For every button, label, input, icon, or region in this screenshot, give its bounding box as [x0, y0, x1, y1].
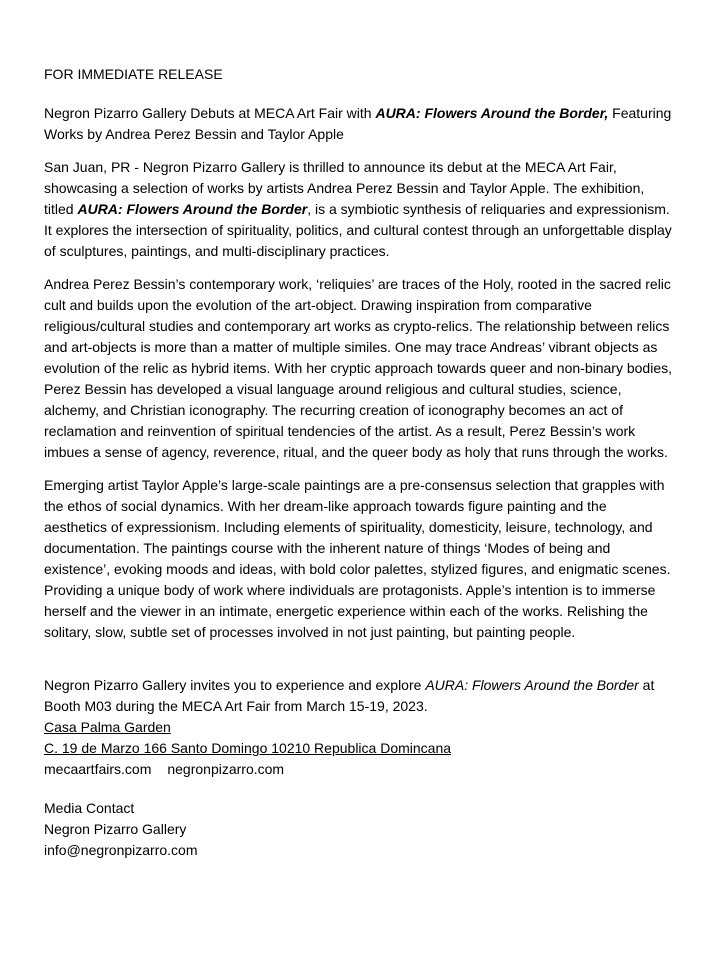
- invitation-lead: Negron Pizarro Gallery invites you to experience and explore: [44, 677, 426, 693]
- intro-lead: San Juan, PR - Negron Pizarro Gallery is thrilled to announce its debut at the MECA Art Fair, showcasing a selection of works by artists Andrea Perez Bessin and Taylor Apple. The exhibition, titled: [44, 159, 645, 217]
- intro-paragraph: [44, 157, 672, 262]
- website-negronpizarro: negronpizarro.com: [167, 761, 285, 777]
- media-contact-email: info@negronpizarro.com: [44, 842, 198, 858]
- invitation-tail: at Booth M03 during the MECA Art Fair from March 15-19, 2023.: [44, 677, 655, 714]
- media-contact-heading: Media Contact: [44, 800, 135, 816]
- venue-link[interactable]: Casa Palma Garden: [44, 719, 171, 735]
- apple-paragraph: Emerging artist Taylor Apple’s large-scale paintings are a pre-consensus selection that grapples with the ethos of social dynamics. With her dream-like approach towards figure painting and the aesthetics of expressionism. Including elements of spirituality, domesticity, leisure, technology, and documentation. The paintings course with the inherent nature of things ‘Modes of being and existence’, evoking moods and ideas, with bold color palettes, stylized figures, and enigmatic scenes. Providing a unique body of work where individuals are protagonists. Apple’s intention is to immerse herself and the viewer in an intimate, energetic experience within each of the works. Relishing the solitary, slow, subtle set of processes involved in not just painting, but painting people.: [44, 477, 671, 640]
- media-contact-block: [44, 798, 672, 861]
- websites-line: [44, 759, 672, 780]
- invitation-exhibition-title: AURA: Flowers Around the Border: [425, 677, 639, 693]
- headline-lead: Negron Pizarro Gallery Debuts at MECA Art Fair with: [44, 105, 376, 121]
- intro-tail: , is a symbiotic synthesis of reliquaries and expressionism. It explores the intersection of spirituality, politics, and cultural contest through an unforgettable display of sculptures, paintings, and multi-disciplinary practices.: [44, 201, 672, 259]
- media-contact-org: Negron Pizarro Gallery: [44, 821, 187, 837]
- headline: [44, 103, 672, 145]
- bessin-paragraph: Andrea Perez Bessin’s contemporary work, ‘reliquies’ are traces of the Holy, rooted in the sacred relic cult and builds upon the evolution of the art-object. Drawing inspiration from comparative religious/cultural studies and contemporary art works as crypto-relics. The relationship between relics and art-objects is more than a matter of multiple similes. One may trace Andreas’ vibrant objects as evolution of the relic as hybrid items. With her cryptic approach towards queer and non-binary bodies, Perez Bessin has developed a visual language around religious and cultural studies, science, alchemy, and Christian iconography. The recurring creation of iconography becomes an act of reclamation and reinvention of spiritual tendencies of the artist. As a result, Perez Bessin’s work imbues a sense of agency, reverence, ritual, and the queer body as holy that runs through the works.: [44, 276, 672, 460]
- intro-exhibition-title: AURA: Flowers Around the Border: [77, 201, 308, 217]
- invitation-paragraph: [44, 675, 672, 717]
- release-statement: FOR IMMEDIATE RELEASE: [44, 66, 223, 82]
- headline-tail: Featuring Works by Andrea Perez Bessin and Taylor Apple: [44, 105, 672, 142]
- address-link[interactable]: C. 19 de Marzo 166 Santo Domingo 10210 Republica Domincana: [44, 740, 452, 756]
- headline-exhibition-title: AURA: Flowers Around the Border,: [375, 105, 609, 121]
- website-mecaartfairs: mecaartfairs.com: [44, 761, 152, 777]
